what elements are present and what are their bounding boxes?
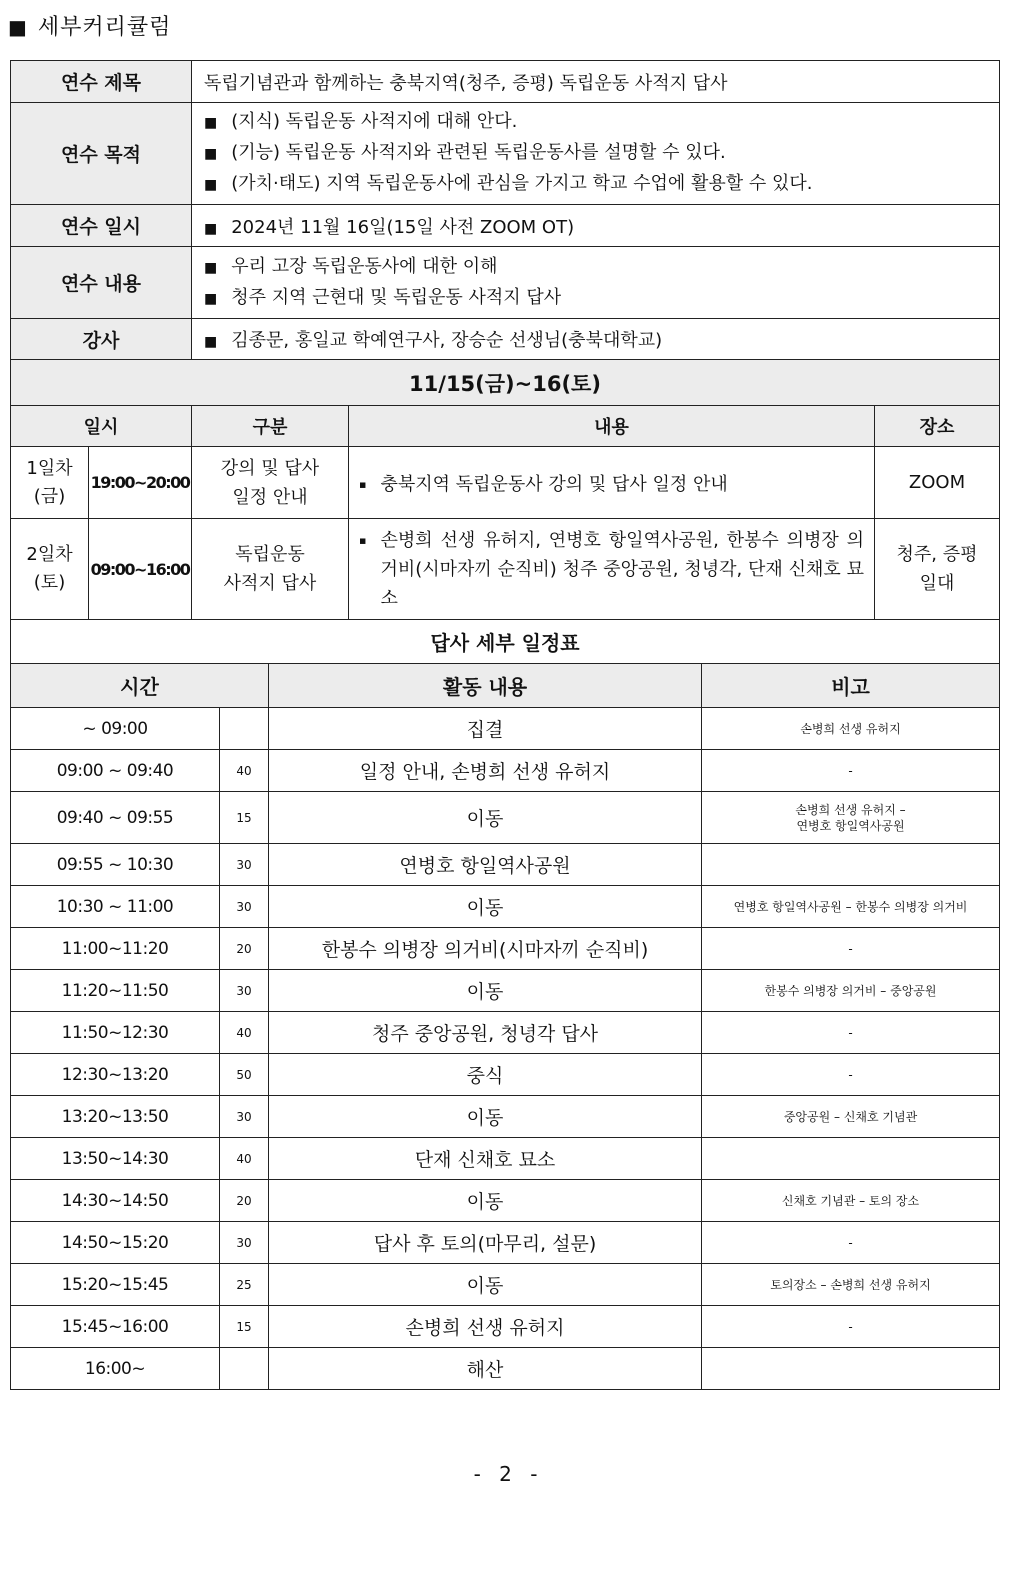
- time-cell: 13:50~14:30: [11, 1138, 220, 1180]
- content-cell: ▪ 손병희 선생 유허지, 연병호 항일역사공원, 한봉수 의병장 의거비(시마자끼 순직비) 청주 중앙공원, 청녕각, 단재 신채호 묘소: [349, 519, 875, 620]
- minutes-cell: 30: [220, 1222, 269, 1264]
- header-note: 비고: [702, 664, 1000, 708]
- goal-item: ■ (가치·태도) 지역 독립운동사에 관심을 가지고 학교 수업에 활용할 수 있다.: [204, 173, 813, 194]
- minutes-cell: 40: [220, 750, 269, 792]
- table-row: [11, 844, 1000, 886]
- table-row: [11, 1012, 1000, 1054]
- minutes-cell: 15: [220, 1306, 269, 1348]
- schedule-row: [11, 519, 1000, 620]
- header-category: 구분: [192, 406, 349, 447]
- lecturer-value: ■ 김종문, 홍일교 학예연구사, 장승순 선생님(충북대학교): [192, 319, 1000, 360]
- table-row: [11, 1264, 1000, 1306]
- content-item: ■ 우리 고장 독립운동사에 대한 이해: [204, 255, 498, 277]
- note-line: 연병호 항일역사공원 – 한봉수 의병장 의거비: [733, 899, 968, 914]
- header-date: 일시: [11, 406, 192, 447]
- time-cell: 10:30 ~ 11:00: [11, 886, 220, 928]
- schedule-title: 11/15(금)~16(토): [11, 360, 1000, 406]
- note-cell: [702, 750, 1000, 792]
- time-cell: 11:00~11:20: [11, 928, 220, 970]
- square-bullet-icon: ■: [204, 334, 218, 350]
- time-cell: 19:00~20:00: [89, 447, 192, 519]
- schedule-row: [11, 447, 1000, 519]
- note-cell: [702, 792, 1000, 844]
- category-cell: 강의 및 답사 일정 안내: [192, 447, 349, 519]
- content-item: ■ 청주 지역 근현대 및 독립운동 사적지 답사: [204, 286, 562, 308]
- note-line: -: [848, 1067, 853, 1082]
- activity-cell: 손병희 선생 유허지: [269, 1306, 702, 1348]
- table-row: [11, 1180, 1000, 1222]
- square-bullet-icon: ■: [204, 177, 218, 193]
- note-cell: [702, 1054, 1000, 1096]
- time-cell: 09:00~16:00: [89, 519, 192, 620]
- activity-cell: 이동: [269, 1264, 702, 1306]
- note-line: -: [848, 941, 853, 956]
- activity-cell: 연병호 항일역사공원: [269, 844, 702, 886]
- time-cell: 14:30~14:50: [11, 1180, 220, 1222]
- note-cell: [702, 1180, 1000, 1222]
- note-cell: [702, 1348, 1000, 1390]
- table-row: [11, 886, 1000, 928]
- header-place: 장소: [875, 406, 1000, 447]
- table-row: [11, 1306, 1000, 1348]
- table-row: [11, 1054, 1000, 1096]
- goal-item: ■ (지식) 독립운동 사적지에 대해 안다.: [204, 111, 518, 132]
- minutes-cell: 30: [220, 886, 269, 928]
- minutes-cell: 20: [220, 928, 269, 970]
- table-row: [11, 1222, 1000, 1264]
- date-value: ■ 2024년 11월 16일(15일 사전 ZOOM OT): [192, 205, 1000, 247]
- header-activity: 활동 내용: [269, 664, 702, 708]
- note-line: -: [848, 1025, 853, 1040]
- time-cell: 09:55 ~ 10:30: [11, 844, 220, 886]
- minutes-cell: 30: [220, 844, 269, 886]
- time-cell: 09:00 ~ 09:40: [11, 750, 220, 792]
- minutes-cell: 15: [220, 792, 269, 844]
- note-cell: [702, 1096, 1000, 1138]
- schedule-table: [10, 359, 1000, 620]
- note-line: 연병호 항일역사공원: [796, 818, 905, 833]
- activity-cell: 일정 안내, 손병희 선생 유허지: [269, 750, 702, 792]
- day-cell: 1일차 (금): [11, 447, 89, 519]
- time-cell: 15:45~16:00: [11, 1306, 220, 1348]
- note-cell: [702, 1222, 1000, 1264]
- content-label: 연수 내용: [11, 247, 192, 319]
- time-cell: 13:20~13:50: [11, 1096, 220, 1138]
- note-cell: [702, 844, 1000, 886]
- goal-label: 연수 목적: [11, 103, 192, 205]
- place-cell: ZOOM: [875, 447, 1000, 519]
- square-bullet-icon: ■: [204, 290, 218, 307]
- activity-cell: 이동: [269, 1180, 702, 1222]
- bullet-icon: ▪: [359, 533, 367, 547]
- table-row: [11, 970, 1000, 1012]
- note-cell: [702, 928, 1000, 970]
- detail-title: 답사 세부 일정표: [11, 620, 1000, 664]
- header-content: 내용: [349, 406, 875, 447]
- activity-cell: 단재 신채호 묘소: [269, 1138, 702, 1180]
- minutes-cell: 50: [220, 1054, 269, 1096]
- time-cell: 09:40 ~ 09:55: [11, 792, 220, 844]
- note-line: 중앙공원 – 신채호 기념관: [783, 1109, 918, 1124]
- category-cell: 독립운동 사적지 답사: [192, 519, 349, 620]
- content-cell: ▪ 충북지역 독립운동사 강의 및 답사 일정 안내: [349, 447, 875, 519]
- minutes-cell: 30: [220, 970, 269, 1012]
- section-title: 세부커리큘럼: [37, 15, 172, 40]
- table-row: [11, 1348, 1000, 1390]
- note-line: 손병희 선생 유허지 –: [795, 802, 906, 817]
- note-line: 한봉수 의병장 의거비 – 중앙공원: [764, 983, 937, 998]
- activity-cell: 집결: [269, 708, 702, 750]
- note-cell: [702, 1264, 1000, 1306]
- note-line: 신채호 기념관 – 토의 장소: [781, 1193, 920, 1208]
- content-list: [192, 247, 1000, 319]
- time-cell: 14:50~15:20: [11, 1222, 220, 1264]
- time-cell: 12:30~13:20: [11, 1054, 220, 1096]
- lecturer-label: 강사: [11, 319, 192, 360]
- note-line: -: [848, 1235, 853, 1250]
- square-bullet-icon: ■: [204, 146, 218, 162]
- activity-cell: 해산: [269, 1348, 702, 1390]
- table-row: [11, 1096, 1000, 1138]
- activity-cell: 이동: [269, 792, 702, 844]
- note-cell: [702, 1012, 1000, 1054]
- activity-cell: 이동: [269, 970, 702, 1012]
- note-line: -: [848, 763, 853, 778]
- square-bullet-icon: ■: [204, 220, 218, 237]
- activity-cell: 청주 중앙공원, 청녕각 답사: [269, 1012, 702, 1054]
- note-line: 토의장소 – 손병희 선생 유허지: [770, 1277, 931, 1292]
- activity-cell: 중식: [269, 1054, 702, 1096]
- goal-list: [192, 103, 1000, 205]
- minutes-cell: 40: [220, 1138, 269, 1180]
- square-bullet-icon: ■: [204, 259, 218, 276]
- detail-table: [10, 619, 1000, 1390]
- note-cell: [702, 886, 1000, 928]
- square-bullet-icon: ■: [204, 115, 218, 131]
- activity-cell: 한봉수 의병장 의거비(시마자끼 순직비): [269, 928, 702, 970]
- title-value: 독립기념관과 함께하는 충북지역(청주, 증평) 독립운동 사적지 답사: [192, 61, 1000, 103]
- note-cell: [702, 1138, 1000, 1180]
- bullet-icon: ▪: [359, 478, 367, 491]
- info-table: [10, 60, 1000, 360]
- table-row: [11, 708, 1000, 750]
- note-cell: [702, 1306, 1000, 1348]
- square-bullet-icon: ■: [8, 15, 28, 39]
- note-cell: [702, 708, 1000, 750]
- table-row: [11, 792, 1000, 844]
- time-cell: 11:20~11:50: [11, 970, 220, 1012]
- activity-cell: 이동: [269, 1096, 702, 1138]
- time-cell: 16:00~: [11, 1348, 220, 1390]
- time-cell: 15:20~15:45: [11, 1264, 220, 1306]
- table-row: [11, 928, 1000, 970]
- page-number: - 2 -: [473, 1462, 544, 1486]
- table-row: [11, 750, 1000, 792]
- minutes-cell: [220, 1348, 269, 1390]
- time-cell: 11:50~12:30: [11, 1012, 220, 1054]
- activity-cell: 이동: [269, 886, 702, 928]
- note-line: -: [848, 1319, 853, 1334]
- date-label: 연수 일시: [11, 205, 192, 247]
- title-label: 연수 제목: [11, 61, 192, 103]
- note-cell: [702, 970, 1000, 1012]
- place-cell: 청주, 증평 일대: [875, 519, 1000, 620]
- minutes-cell: 20: [220, 1180, 269, 1222]
- minutes-cell: [220, 708, 269, 750]
- day-cell: 2일차 (토): [11, 519, 89, 620]
- minutes-cell: 30: [220, 1096, 269, 1138]
- section-heading: [8, 10, 171, 41]
- minutes-cell: 40: [220, 1012, 269, 1054]
- goal-item: ■ (기능) 독립운동 사적지와 관련된 독립운동사를 설명할 수 있다.: [204, 142, 726, 163]
- activity-cell: 답사 후 토의(마무리, 설문): [269, 1222, 702, 1264]
- table-row: [11, 1138, 1000, 1180]
- header-time: 시간: [11, 664, 269, 708]
- minutes-cell: 25: [220, 1264, 269, 1306]
- note-line: 손병희 선생 유허지: [800, 721, 901, 736]
- time-cell: ~ 09:00: [11, 708, 220, 750]
